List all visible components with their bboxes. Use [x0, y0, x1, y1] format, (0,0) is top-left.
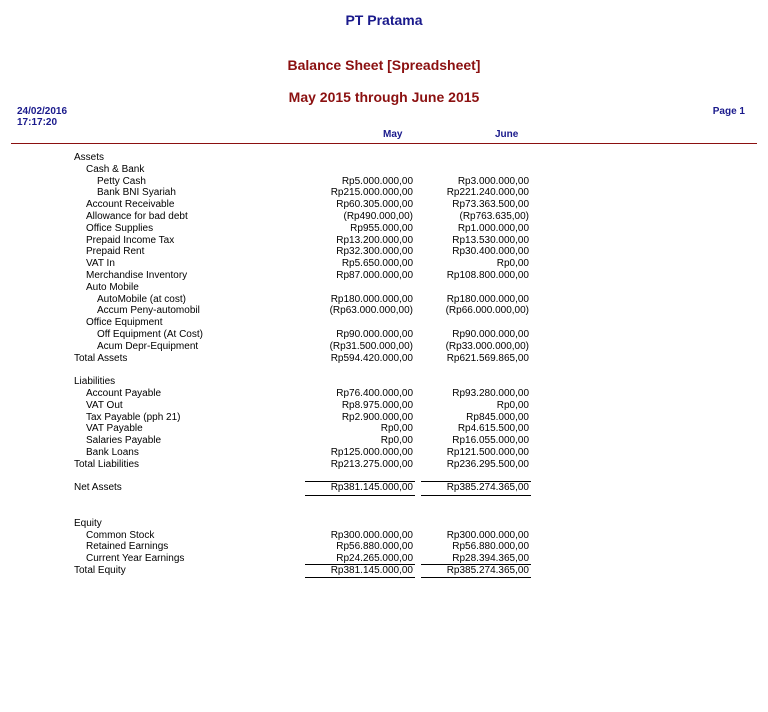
june-value: Rp121.500.000,00 [446, 446, 529, 458]
spacer-row [0, 506, 768, 518]
june-value: (Rp33.000.000,00) [445, 340, 529, 352]
table-row [0, 329, 768, 341]
table-row [0, 530, 768, 542]
account-label: Prepaid Rent [86, 246, 145, 258]
june-value: Rp845.000,00 [466, 411, 529, 423]
table-row [0, 518, 768, 530]
account-label: Total Liabilities [74, 458, 140, 470]
table-row [0, 199, 768, 211]
table-row [0, 447, 768, 459]
report-date: 24/02/2016 [17, 106, 68, 117]
june-value: Rp385.274.365,00 [446, 482, 529, 494]
account-label: Accum Peny-automobil [97, 305, 200, 317]
account-label: AutoMobile (at cost) [97, 293, 186, 305]
june-value: Rp73.363.500,00 [452, 199, 529, 211]
may-value: Rp955.000,00 [350, 222, 413, 234]
total-rule-top [305, 564, 415, 565]
may-value: (Rp63.000.000,00) [329, 305, 413, 317]
account-label: Acum Depr-Equipment [97, 340, 199, 352]
may-value: (Rp31.500.000,00) [329, 340, 413, 352]
account-label: Cash & Bank [86, 163, 145, 175]
account-label: Petty Cash [97, 175, 146, 187]
account-label: Office Supplies [86, 222, 154, 234]
june-value: (Rp66.000.000,00) [445, 305, 529, 317]
account-label: Tax Payable (pph 21) [86, 411, 181, 423]
account-label: Account Receivable [86, 199, 175, 211]
account-label: Total Equity [74, 564, 126, 576]
column-header-may: May [383, 129, 403, 140]
column-header-june: June [495, 129, 519, 140]
may-value: Rp594.420.000,00 [330, 352, 413, 364]
table-row [0, 187, 768, 199]
table-row [0, 270, 768, 282]
total-rule-top [305, 481, 415, 482]
june-value: Rp56.880.000,00 [452, 541, 529, 553]
table-row [0, 164, 768, 176]
may-value: Rp24.265.000,00 [336, 553, 413, 565]
june-value: Rp28.394.365,00 [452, 553, 529, 565]
may-value: Rp300.000.000,00 [330, 529, 413, 541]
balance-sheet-table [0, 152, 768, 577]
table-row [0, 176, 768, 188]
table-row [0, 376, 768, 388]
may-value: Rp0,00 [380, 423, 413, 435]
table-row [0, 482, 768, 494]
account-label: VAT In [86, 258, 115, 270]
report-timestamp [17, 106, 67, 128]
account-label: Common Stock [86, 529, 155, 541]
may-value: Rp381.145.000,00 [330, 564, 413, 576]
account-label: Prepaid Income Tax [86, 234, 175, 246]
table-row [0, 341, 768, 353]
table-row [0, 435, 768, 447]
account-label: Salaries Payable [86, 435, 162, 447]
may-value: Rp2.900.000,00 [341, 411, 413, 423]
table-row [0, 223, 768, 235]
june-value: Rp621.569.865,00 [446, 352, 529, 364]
account-label: VAT Payable [86, 423, 143, 435]
report-period: May 2015 through June 2015 [288, 89, 480, 105]
june-value: Rp30.400.000,00 [452, 246, 529, 258]
account-label: Bank BNI Syariah [97, 187, 176, 199]
may-value: Rp5.650.000,00 [341, 258, 413, 270]
june-value: Rp180.000.000,00 [446, 293, 529, 305]
table-row [0, 388, 768, 400]
account-label: Net Assets [74, 482, 122, 494]
june-value: (Rp763.635,00) [459, 210, 529, 222]
table-row [0, 412, 768, 424]
account-label: Off Equipment (At Cost) [97, 328, 203, 340]
june-value: Rp0,00 [496, 258, 529, 270]
table-row [0, 565, 768, 577]
total-rule-bottom [421, 495, 531, 496]
table-row [0, 400, 768, 412]
june-value: Rp13.530.000,00 [452, 234, 529, 246]
may-value: Rp215.000.000,00 [330, 187, 413, 199]
spacer-row [0, 364, 768, 376]
june-value: Rp221.240.000,00 [446, 187, 529, 199]
spacer-row [0, 494, 768, 506]
account-label: Allowance for bad debt [86, 210, 188, 222]
may-value: Rp87.000.000,00 [336, 269, 413, 281]
june-value: Rp4.615.500,00 [457, 423, 529, 435]
table-row [0, 282, 768, 294]
account-label: Office Equipment [86, 317, 163, 329]
table-row [0, 541, 768, 553]
account-label: Equity [74, 517, 102, 529]
report-time: 17:17:20 [17, 117, 58, 128]
account-label: Auto Mobile [86, 281, 139, 293]
table-row [0, 317, 768, 329]
may-value: Rp213.275.000,00 [330, 458, 413, 470]
table-row [0, 353, 768, 365]
account-label: Assets [74, 152, 105, 163]
account-label: VAT Out [86, 399, 123, 411]
may-value: Rp76.400.000,00 [336, 387, 413, 399]
june-value: Rp300.000.000,00 [446, 529, 529, 541]
table-row [0, 152, 768, 164]
header-divider [11, 143, 757, 144]
june-value: Rp16.055.000,00 [452, 435, 529, 447]
table-row [0, 258, 768, 270]
total-rule-bottom [421, 577, 531, 578]
total-rule-bottom [305, 577, 415, 578]
table-row [0, 459, 768, 471]
may-value: Rp8.975.000,00 [341, 399, 413, 411]
total-rule-top [421, 481, 531, 482]
table-row [0, 235, 768, 247]
may-value: Rp60.305.000,00 [336, 199, 413, 211]
may-value: Rp180.000.000,00 [330, 293, 413, 305]
june-value: Rp1.000.000,00 [457, 222, 529, 234]
may-value: Rp0,00 [380, 435, 413, 447]
table-row [0, 246, 768, 258]
june-value: Rp0,00 [496, 399, 529, 411]
table-row [0, 423, 768, 435]
table-row [0, 294, 768, 306]
account-label: Merchandise Inventory [86, 269, 188, 281]
june-value: Rp90.000.000,00 [452, 328, 529, 340]
total-rule-bottom [305, 495, 415, 496]
account-label: Retained Earnings [86, 541, 169, 553]
june-value: Rp385.274.365,00 [446, 564, 529, 576]
table-row [0, 211, 768, 223]
may-value: (Rp490.000,00) [343, 210, 413, 222]
page-number: Page 1 [712, 106, 745, 117]
account-label: Current Year Earnings [86, 553, 185, 565]
account-label: Bank Loans [86, 446, 139, 458]
may-value: Rp125.000.000,00 [330, 446, 413, 458]
table-row [0, 305, 768, 317]
may-value: Rp13.200.000,00 [336, 234, 413, 246]
account-label: Liabilities [74, 376, 116, 388]
june-value: Rp108.800.000,00 [446, 269, 529, 281]
june-value: Rp93.280.000,00 [452, 387, 529, 399]
may-value: Rp90.000.000,00 [336, 328, 413, 340]
company-name: PT Pratama [345, 12, 423, 28]
may-value: Rp32.300.000,00 [336, 246, 413, 258]
may-value: Rp5.000.000,00 [341, 175, 413, 187]
june-value: Rp236.295.500,00 [446, 458, 529, 470]
may-value: Rp56.880.000,00 [336, 541, 413, 553]
total-rule-top [421, 564, 531, 565]
account-label: Account Payable [86, 387, 162, 399]
may-value: Rp381.145.000,00 [330, 482, 413, 494]
account-label: Total Assets [74, 352, 128, 364]
june-value: Rp3.000.000,00 [457, 175, 529, 187]
report-title: Balance Sheet [Spreadsheet] [287, 57, 481, 73]
